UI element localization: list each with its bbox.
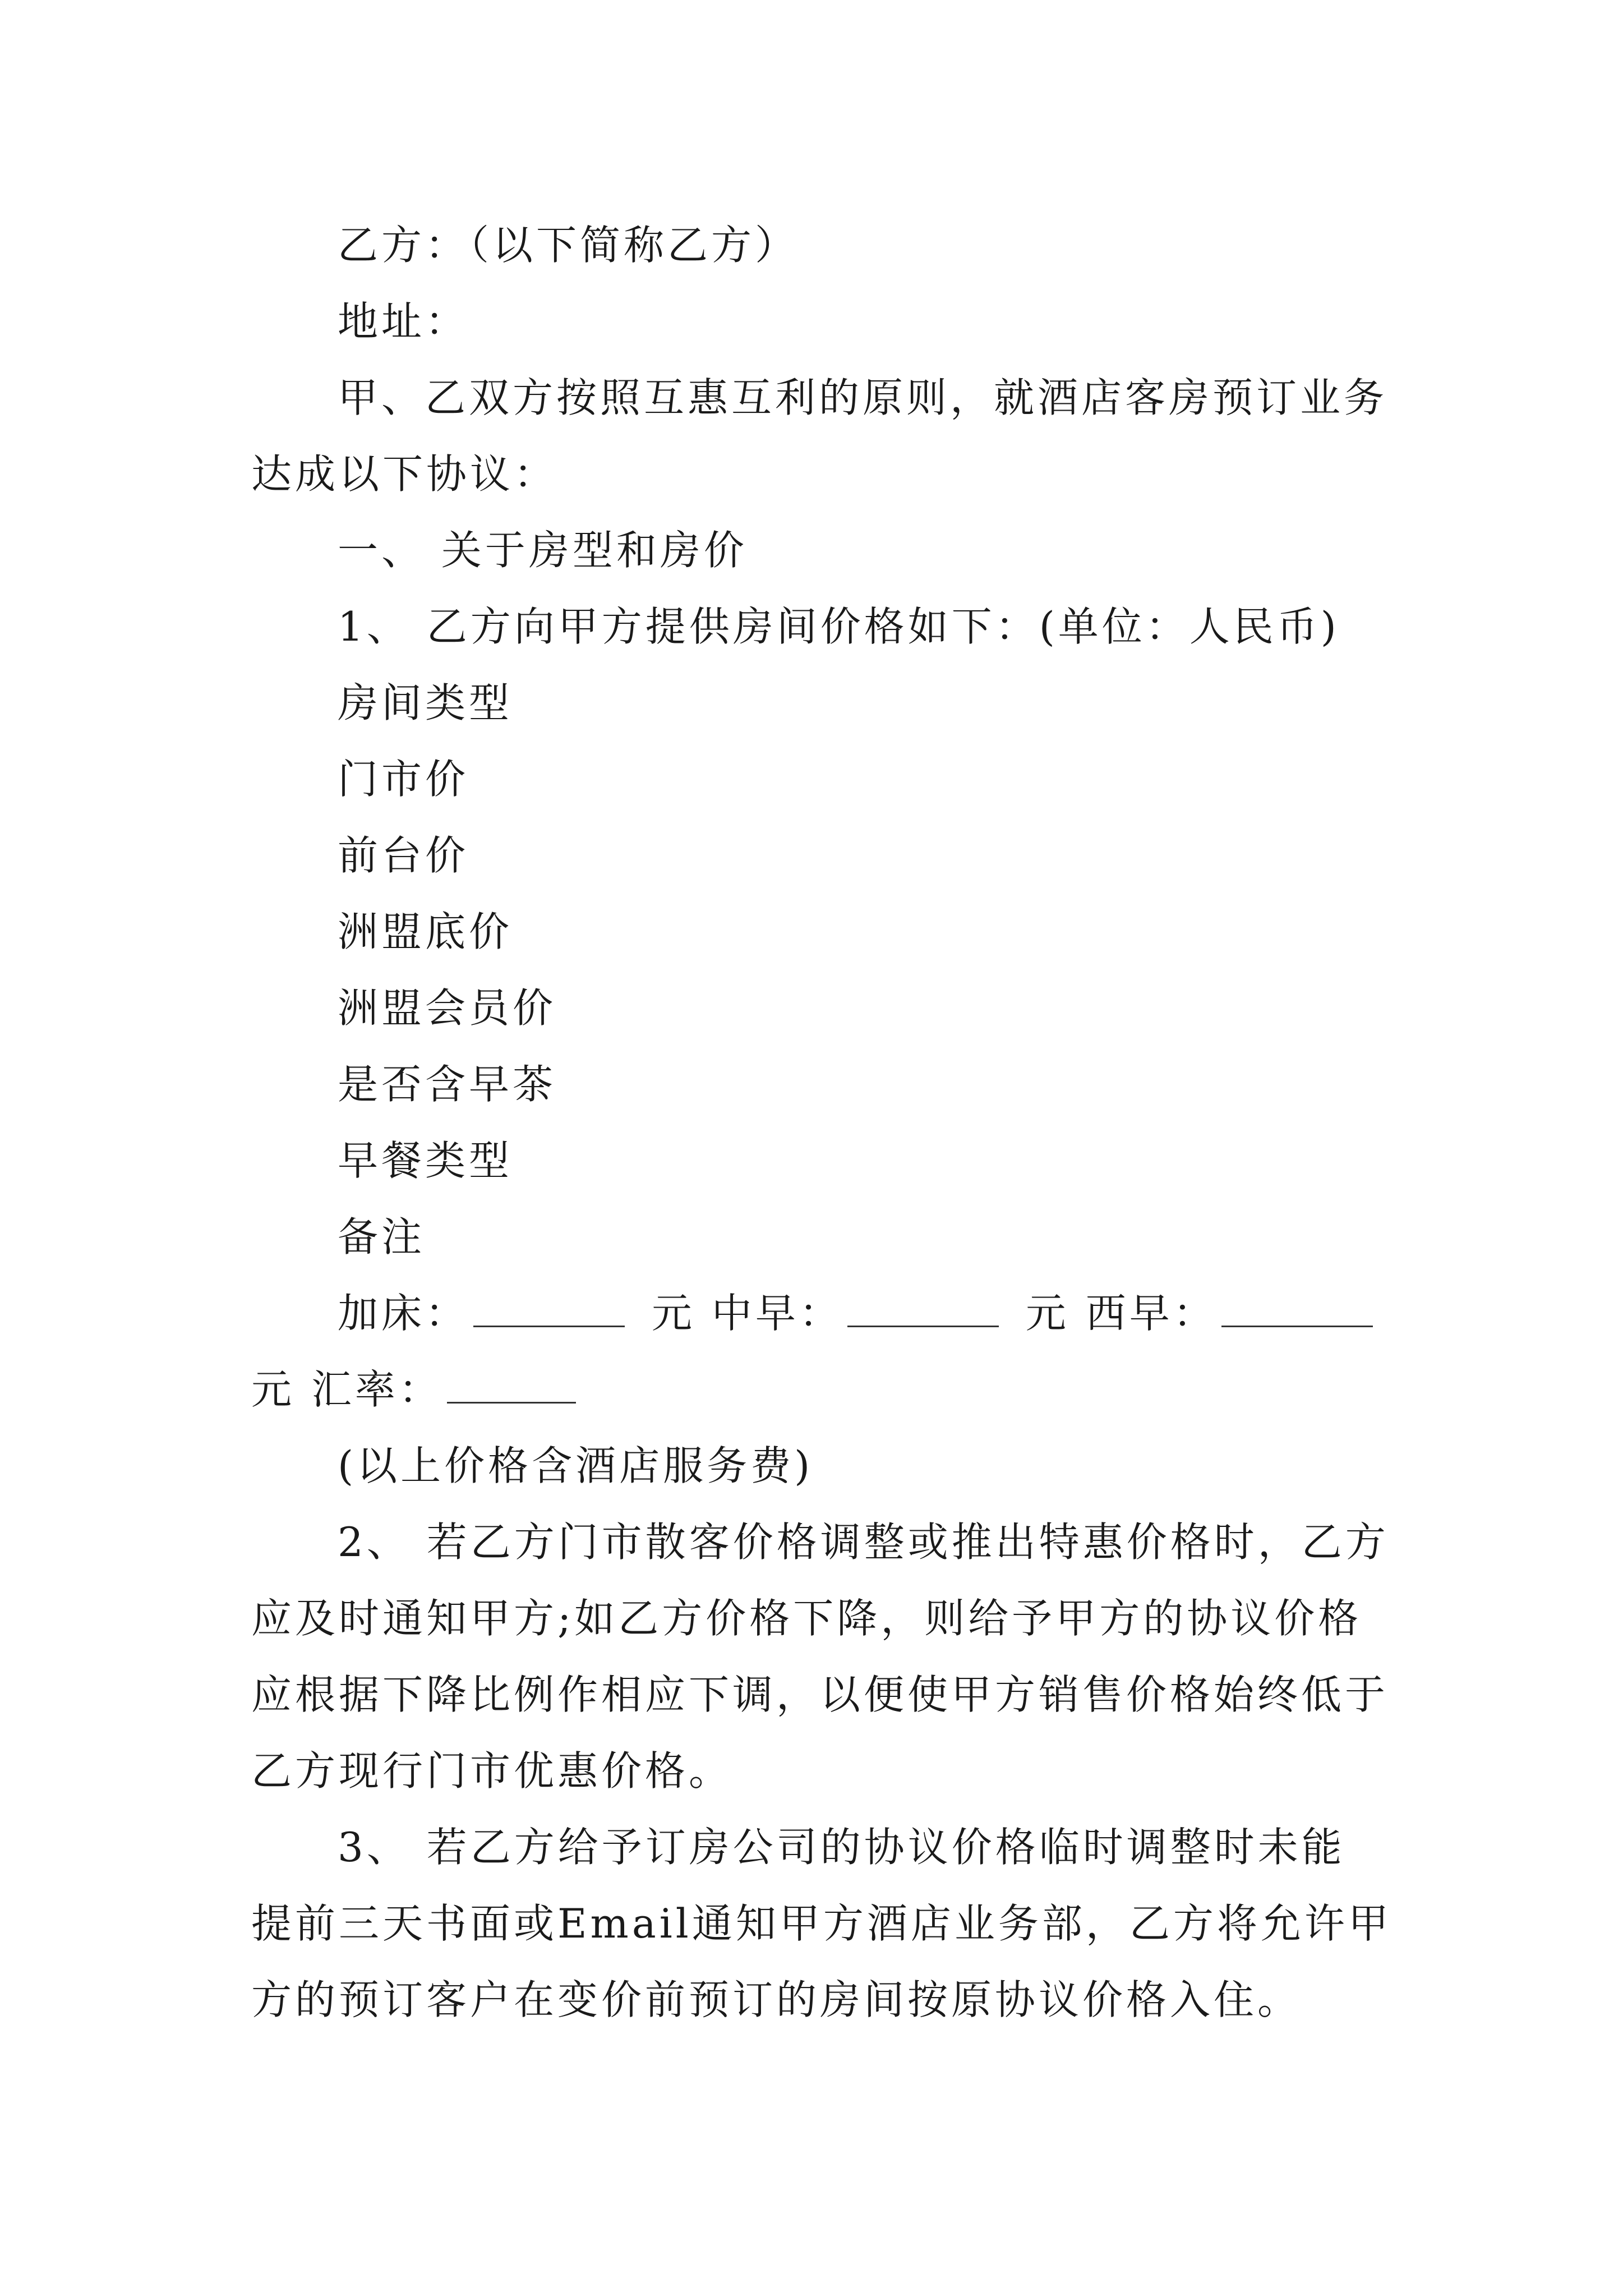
item-2-line-3: 应根据下降比例作相应下调，以便使甲方销售价格始终低于 bbox=[251, 1671, 1389, 1718]
rack-rate-label: 门市价 bbox=[338, 756, 469, 803]
chinese-breakfast-label: 元 中早： bbox=[652, 1290, 843, 1337]
western-breakfast-blank bbox=[1221, 1286, 1373, 1327]
remarks-label: 备注 bbox=[338, 1213, 426, 1260]
intro-line-1: 甲、乙双方按照互惠互利的原则，就酒店客房预订业务 bbox=[338, 374, 1388, 421]
item-2-line-2: 应及时通知甲方;如乙方价格下降，则给予甲方的协议价格 bbox=[251, 1595, 1362, 1642]
room-type-label: 房间类型 bbox=[338, 679, 513, 726]
address-line: 地址： bbox=[338, 298, 469, 345]
item-3-line-3: 方的预订客户在变价前预订的房间按原协议价格入住。 bbox=[251, 1976, 1302, 2023]
extra-bed-blank bbox=[473, 1286, 625, 1327]
chinese-breakfast-blank bbox=[847, 1286, 999, 1327]
extra-bed-label: 加床： bbox=[338, 1290, 469, 1337]
exchange-rate-blank bbox=[447, 1363, 576, 1404]
breakfast-included-label: 是否含早茶 bbox=[338, 1061, 557, 1108]
breakfast-type-label: 早餐类型 bbox=[338, 1137, 513, 1184]
item-3-line-2: 提前三天书面或Email通知甲方酒店业务部，乙方将允许甲 bbox=[251, 1900, 1392, 1947]
intro-line-2: 达成以下协议： bbox=[251, 450, 558, 498]
item-3-line-1: 3、 若乙方给予订房公司的协议价格临时调整时未能 bbox=[338, 1824, 1345, 1871]
extra-charges-line bbox=[338, 1285, 1381, 1341]
price-note: (以上价格含酒店服务费) bbox=[338, 1442, 814, 1489]
zhoumeng-base-rate-label: 洲盟底价 bbox=[338, 908, 513, 955]
item-1-line: 1、 乙方向甲方提供房间价格如下：(单位：人民币) bbox=[338, 603, 1340, 650]
item-2-line-4: 乙方现行门市优惠价格。 bbox=[251, 1747, 733, 1795]
exchange-rate-label: 元 汇率： bbox=[251, 1366, 442, 1413]
front-desk-rate-label: 前台价 bbox=[338, 832, 469, 879]
section-1-heading: 一、 关于房型和房价 bbox=[338, 527, 748, 574]
party-b-line: 乙方：（以下简称乙方） bbox=[338, 222, 799, 269]
item-2-line-1: 2、 若乙方门市散客价格调整或推出特惠价格时，乙方 bbox=[338, 1519, 1389, 1566]
exchange-rate-line bbox=[251, 1361, 1378, 1418]
western-breakfast-label: 元 西早： bbox=[1025, 1290, 1217, 1337]
zhoumeng-member-rate-label: 洲盟会员价 bbox=[338, 984, 557, 1032]
